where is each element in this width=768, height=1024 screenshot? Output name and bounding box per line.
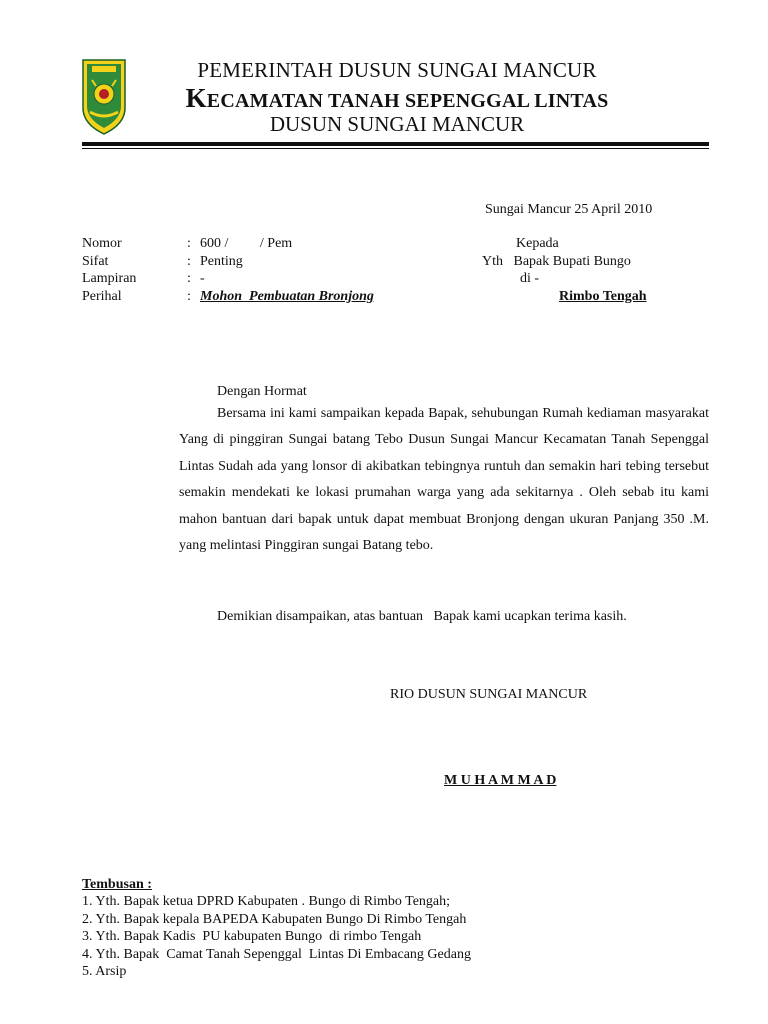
- letterhead-line-1: PEMERINTAH DUSUN SUNGAI MANCUR: [197, 58, 597, 82]
- letterhead-line-2-rest: ECAMATAN TANAH SEPENGGAL LINTAS: [206, 90, 609, 112]
- perihal-label: Perihal: [82, 289, 122, 304]
- regency-emblem-icon: [80, 56, 128, 136]
- perihal-value: Mohon Pembuatan Bronjong: [200, 289, 374, 304]
- cc-item: 2. Yth. Bapak kepala BAPEDA Kabupaten Bungo Di Rimbo Tengah: [82, 912, 467, 927]
- signature-name: M U H A M M A D: [444, 773, 557, 788]
- letterhead-line-2-capital: K: [185, 83, 207, 113]
- recipient-place: Rimbo Tengah: [559, 289, 647, 304]
- signature-title: RIO DUSUN SUNGAI MANCUR: [390, 687, 588, 702]
- recipient-di: di -: [520, 271, 540, 286]
- sifat-label: Sifat: [82, 254, 109, 269]
- recipient-yth: Yth Bapak Bupati Bungo: [482, 254, 631, 269]
- greeting: Dengan Hormat: [217, 384, 307, 399]
- cc-item: 4. Yth. Bapak Camat Tanah Sepenggal Lintas Di Embacang Gedang: [82, 947, 471, 962]
- perihal-colon: :: [187, 289, 191, 304]
- letterhead-rule-thin: [82, 148, 709, 149]
- body-paragraph-text: Bersama ini kami sampaikan kepada Bapak, sehubungan Rumah kediaman masyarakat Yang di pinggiran Sungai batang Tebo Dusun Sungai Mancur Kecamatan Tanah Sepenggal Lintas Sudah ada yang lonsor di akibatkan tebingnya runtuh dan semakin hari tebing tersebut semakin mendekati ke lokasi prumahan warga yang ada sekitarnya . Oleh sebab itu kami mahon bantuan dari bapak untuk dapat membuat Bronjong dengan ukuran Panjang 350 .M. yang melintasi Pinggiran sungai Batang tebo.: [179, 406, 709, 554]
- letterhead-rule-thick: [82, 142, 709, 146]
- nomor-colon: :: [187, 236, 191, 251]
- lampiran-value: -: [200, 271, 205, 286]
- nomor-value: 600 / / Pem: [200, 236, 293, 251]
- letterhead-line-2: [132, 83, 662, 114]
- cc-item: 5. Arsip: [82, 964, 127, 979]
- nomor-label: Nomor: [82, 236, 122, 251]
- recipient-kepada: Kepada: [516, 236, 559, 251]
- lampiran-label: Lampiran: [82, 271, 137, 286]
- letterhead-line-3: DUSUN SUNGAI MANCUR: [269, 112, 525, 136]
- place-date: Sungai Mancur 25 April 2010: [485, 202, 653, 217]
- cc-item: 3. Yth. Bapak Kadis PU kabupaten Bungo di rimbo Tengah: [82, 929, 422, 944]
- sifat-colon: :: [187, 254, 191, 269]
- closing-sentence: Demikian disampaikan, atas bantuan Bapak kami ucapkan terima kasih.: [217, 609, 627, 624]
- cc-title: Tembusan :: [82, 877, 152, 892]
- sifat-value: Penting: [200, 254, 243, 269]
- body-paragraph: [179, 401, 709, 559]
- lampiran-colon: :: [187, 271, 191, 286]
- cc-item: 1. Yth. Bapak ketua DPRD Kabupaten . Bungo di Rimbo Tengah;: [82, 894, 451, 909]
